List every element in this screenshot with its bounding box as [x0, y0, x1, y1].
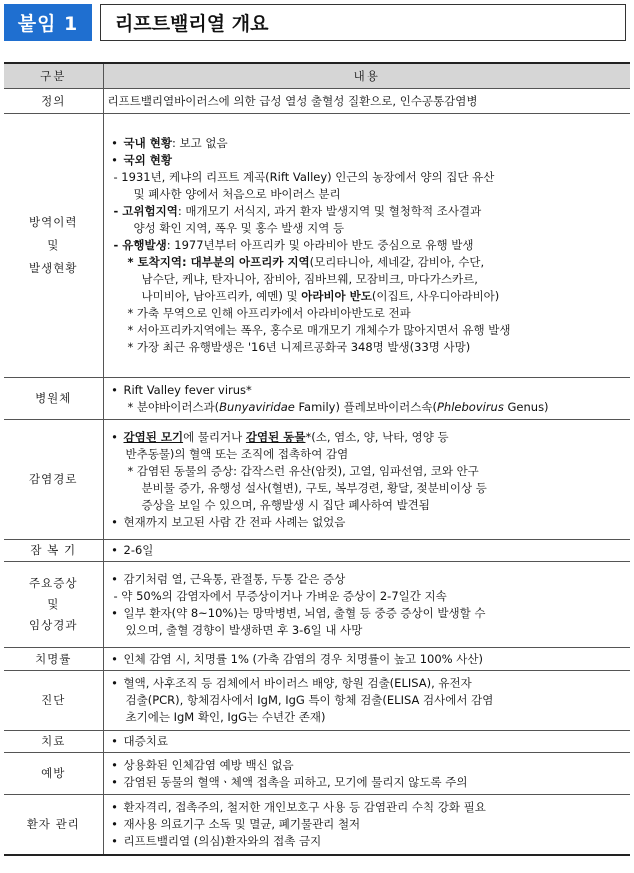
attachment-badge: 붙임 1 — [4, 4, 92, 41]
label-fatality: 치명률 — [4, 648, 103, 671]
label-treatment: 치료 — [4, 731, 103, 753]
row-transmission — [4, 420, 630, 540]
title-box — [100, 4, 626, 41]
row-pathogen — [4, 378, 630, 420]
list-item: • 국외 현황 — [111, 153, 172, 167]
incubation-content: • 2-6일 — [103, 540, 630, 562]
label-incubation: 잠 복 기 — [4, 540, 103, 562]
label-pathogen: 병원체 — [4, 378, 103, 420]
label-prevention: 예방 — [4, 753, 103, 795]
label-transmission: 감염경로 — [4, 420, 103, 540]
header-content: 내용 — [103, 63, 630, 89]
row-treatment — [4, 731, 630, 753]
prevention-content: • 상용화된 인체감염 예방 백신 없음 • 감염된 동물의 혈액ㆍ체액 접촉을 피하고, 모기에 물리지 않도록 주의 — [103, 753, 630, 795]
row-diagnosis — [4, 671, 630, 731]
label-epidemic: 방역이력 및 발생현황 — [4, 114, 103, 378]
row-fatality — [4, 648, 630, 671]
header-category: 구분 — [4, 63, 103, 89]
row-incubation — [4, 540, 630, 562]
title-bar — [4, 4, 628, 41]
pathogen-content: • Rift Valley fever virus* * 분야바이러스과(Bunyaviridae Family) 플레보바이러스속(Phlebovirus Genus) — [103, 378, 630, 420]
definition-text: 리프트밸리열바이러스에 의한 급성 열성 출혈성 질환으로, 인수공통감염병 — [103, 89, 630, 114]
row-prevention — [4, 753, 630, 795]
treatment-content: • 대증치료 — [103, 731, 630, 753]
label-definition: 정의 — [4, 89, 103, 114]
list-item: • 국내 현황: 보고 없음 — [111, 136, 228, 150]
label-patient: 환자 관리 — [4, 795, 103, 855]
row-definition — [4, 89, 630, 114]
row-epidemic — [4, 114, 630, 378]
page-title: 리프트밸리열 개요 — [115, 13, 269, 35]
row-symptoms — [4, 562, 630, 648]
overview-table — [4, 62, 630, 856]
label-diagnosis: 진단 — [4, 671, 103, 731]
symptoms-content: • 감기처럼 열, 근육통, 관절통, 두통 같은 증상 - 약 50%의 감염자에서 무증상이거나 가벼운 증상이 2-7일간 지속 • 일부 환자(약 8~10%)는 망막병변, 뇌염, 출혈 등 중증 증상이 발생할 수 있으며, 출혈 경향이 발생하면 후 3-6일 내 사망 — [103, 562, 630, 648]
transmission-content: • 감염된 모기에 물리거나 감염된 동물*(소, 염소, 양, 낙타, 영양 등 반추동물)의 혈액 또는 조직에 접촉하여 감염 * 감염된 동물의 증상: 갑작스런 유산(암컷), 고열, 임파선염, 코와 안구 분비물 증가, 유행성 설사(혈변), 구토, 복부경련, 황달, 젖분비이상 등 증상을 보일 수 있으며, 유행발생 시 집단 폐사하여 발견됨 • 현재까지 보고된 사람 간 전파 사례는 없었음 — [103, 420, 630, 540]
label-symptoms: 주요증상 및 임상경과 — [4, 562, 103, 648]
diagnosis-content: • 혈액, 사후조직 등 검체에서 바이러스 배양, 항원 검출(ELISA), 유전자 검출(PCR), 항체검사에서 IgM, IgG 특이 항체 검출(ELISA 검사에서 감염 초기에는 IgM 확인, IgG는 수년간 존재) — [103, 671, 630, 731]
fatality-content: • 인체 감염 시, 치명률 1% (가축 감염의 경우 치명률이 높고 100% 사산) — [103, 648, 630, 671]
row-patient — [4, 795, 630, 855]
patient-content: • 환자격리, 접촉주의, 철저한 개인보호구 사용 등 감염관리 수칙 강화 필요 • 재사용 의료기구 소독 및 멸균, 폐기물관리 철저 • 리프트밸리열 (의심)환자와의 접촉 금지 — [103, 795, 630, 855]
epidemic-content: • 국내 현황: 보고 없음 • 국외 현황 - 1931년, 케냐의 리프트 계곡(Rift Valley) 인근의 농장에서 양의 집단 유산 및 폐사한 양에서 처음으로 바이러스 분리 - 고위험지역: 매개모기 서식지, 과거 환자 발생지역 및 혈청학적 조사결과 양성 확인 지역, 폭우 및 홍수 발생 지역 등 - 유행발생: 1977년부터 아프리카 및 아라비아 반도 중심으로 유행 발생 * 토착지역: 대부분의 아프리카 지역(모리타니아, 세네갈, 감비아, 수단, 남수단, 케냐, 탄자니아, 잠비아, 짐바브웨, 모잠비크, 마다가스카르, 나미비아, 남아프리카, 예멘) 및 아라비아 반도(이집트, 사우디아라비아) * 가축 무역으로 인해 아프리카에서 아라비아반도로 전파 * 서아프리카지역에는 폭우, 홍수로 매개모기 개체수가 많아지면서 유행 발생 * 가장 최근 유행발생은 '16년 니제르공화국 348명 발생(33명 사망) — [103, 114, 630, 378]
table-header-row — [4, 63, 630, 89]
